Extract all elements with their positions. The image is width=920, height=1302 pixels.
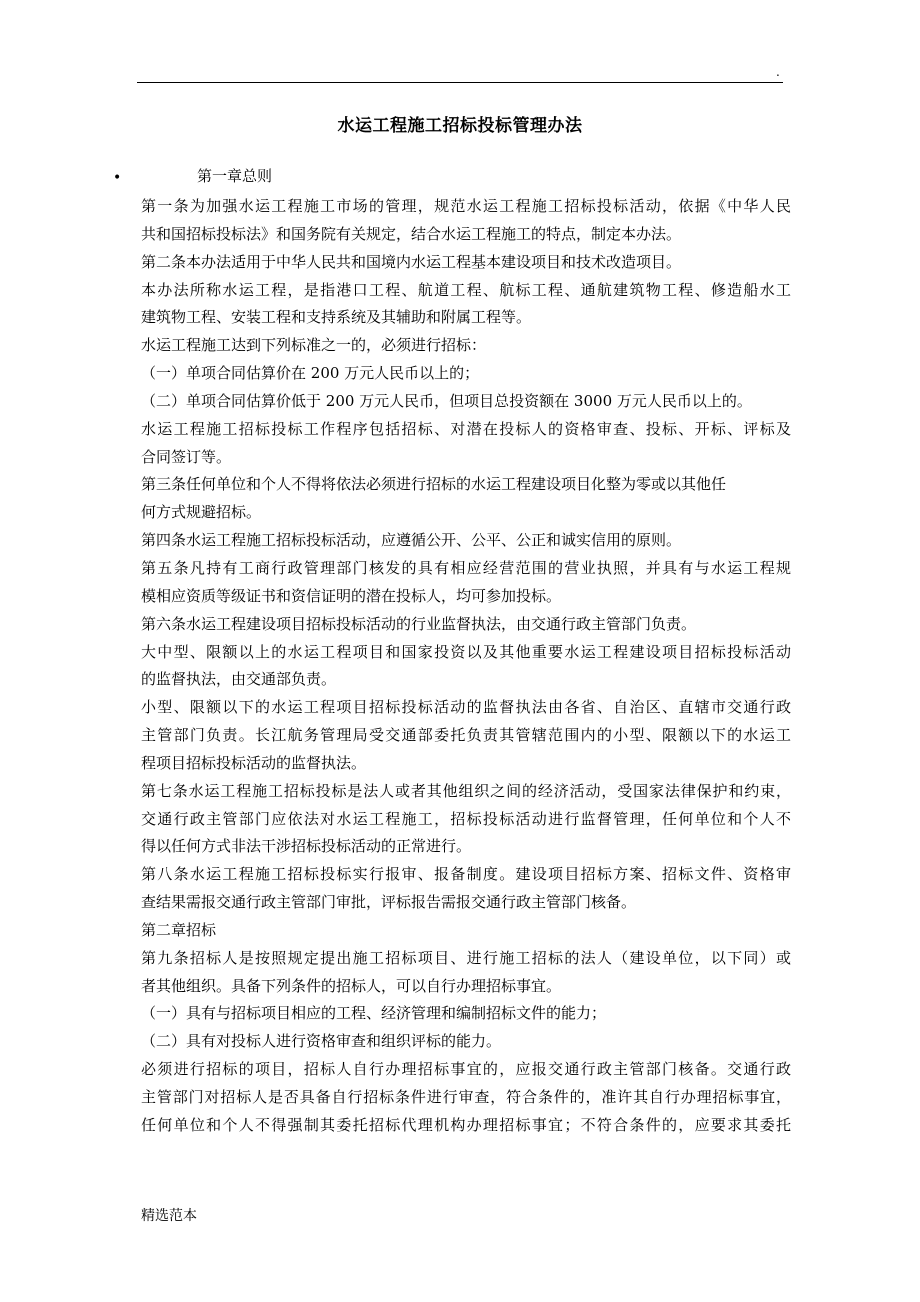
body-line: 主管部门对招标人是否具备自行招标条件进行审查，符合条件的，准许其自行办理招标事宜， <box>141 1088 791 1106</box>
body-line: 查结果需报交通行政主管部门审批，评标报告需报交通行政主管部门核备。 <box>141 893 637 912</box>
body-line: 得以任何方式非法干涉招标投标活动的正常进行。 <box>141 837 472 856</box>
bullet-marker: • <box>113 170 122 186</box>
body-line: 合同签订等。 <box>141 447 232 466</box>
body-line: 第二条本办法适用于中华人民共和国境内水运工程基本建设项目和技术改造项目。 <box>141 252 682 271</box>
body-line: 第五条凡持有工商行政管理部门核发的具有相应经营范围的营业执照，并具有与水运工程规 <box>141 558 791 577</box>
body-line: 第七条水运工程施工招标投标是法人或者其他组织之间的经济活动，受国家法律保护和约束， <box>141 781 791 800</box>
body-line: 第二章招标 <box>141 920 217 939</box>
body-line: 主管部门负责。长江航务管理局受交通部委托负责其管辖范围内的小型、限额以下的水运工 <box>141 726 791 745</box>
body-line: 第九条招标人是按照规定提出施工招标项目、进行施工招标的法人（建设单位，以下同）或 <box>141 948 791 967</box>
body-line: 水运工程施工达到下列标准之一的，必须进行招标： <box>141 336 487 355</box>
body-line: 第一条为加强水运工程施工市场的管理，规范水运工程施工招标投标活动，依据《中华人民 <box>141 197 791 215</box>
header-rule <box>137 82 783 83</box>
body-line: 必须进行招标的项目，招标人自行办理招标事宜的，应报交通行政主管部门核备。交通行政 <box>141 1060 791 1079</box>
chapter-1-heading: 第一章总则 <box>197 167 273 185</box>
body-line: 任何单位和个人不得强制其委托招标代理机构办理招标事宜；不符合条件的，应要求其委托 <box>141 1115 791 1134</box>
body-line: （一）具有与招标项目相应的工程、经济管理和编制招标文件的能力； <box>141 1004 607 1023</box>
body-line: 第六条水运工程建设项目招标投标活动的行业监督执法，由交通行政主管部门负责。 <box>141 614 697 633</box>
footer-text: 精选范本 <box>141 1208 197 1224</box>
document-body <box>141 193 791 1140</box>
body-line: 建筑物工程、安装工程和支持系统及其辅助和附属工程等。 <box>141 308 532 327</box>
body-line: 大中型、限额以上的水运工程项目和国家投资以及其他重要水运工程建设项目招标投标活动 <box>141 642 791 661</box>
body-line: 水运工程施工招标投标工作程序包括招标、对潜在投标人的资格审查、投标、开标、评标及 <box>141 419 791 438</box>
body-line: （一）单项合同估算价在 200 万元人民币以上的； <box>141 364 480 383</box>
body-line: 第三条任何单位和个人不得将依法必须进行招标的水运工程建设项目化整为零或以其他任 <box>141 475 727 494</box>
body-line: （二）单项合同估算价低于 200 万元人民币，但项目总投资额在 3000 万元人民币以上的。 <box>141 391 752 410</box>
body-line: 程项目招标投标活动的监督执法。 <box>141 753 367 772</box>
body-line: 者其他组织。具备下列条件的招标人，可以自行办理招标事宜。 <box>141 976 562 995</box>
body-line: 共和国招标投标法》和国务院有关规定，结合水运工程施工的特点，制定本办法。 <box>141 224 682 243</box>
body-line: （二）具有对投标人进行资格审查和组织评标的能力。 <box>141 1032 502 1051</box>
document-title: 水运工程施工招标投标管理办法 <box>337 116 583 136</box>
body-line: 本办法所称水运工程，是指港口工程、航道工程、航标工程、通航建筑物工程、修造船水工 <box>141 280 791 299</box>
body-line: 交通行政主管部门应依法对水运工程施工，招标投标活动进行监督管理，任何单位和个人不 <box>141 809 791 828</box>
body-line: 小型、限额以下的水运工程项目招标投标活动的监督执法由各省、自治区、直辖市交通行政 <box>141 698 791 717</box>
body-line: 模相应资质等级证书和资信证明的潜在投标人，均可参加投标。 <box>141 586 562 605</box>
body-line: 第八条水运工程施工招标投标实行报审、报备制度。建设项目招标方案、招标文件、资格审 <box>141 865 791 884</box>
body-line: 第四条水运工程施工招标投标活动，应遵循公开、公平、公正和诚实信用的原则。 <box>141 531 682 550</box>
header-dot: . <box>776 65 780 79</box>
body-line: 何方式规避招标。 <box>141 503 262 522</box>
body-line: 的监督执法，由交通部负责。 <box>141 670 337 689</box>
